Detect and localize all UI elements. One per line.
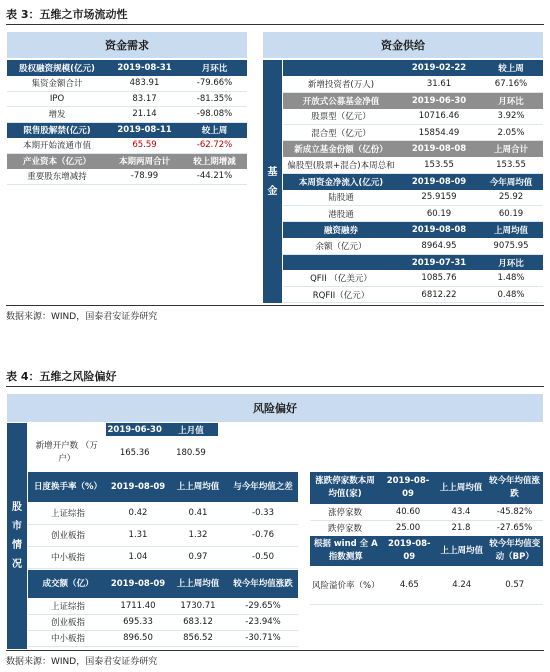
supply-cell: 153.55 [479, 157, 543, 173]
limit-cell: -45.82% [486, 504, 543, 520]
supply-cell: 新增投资者(万人) [283, 76, 399, 92]
limit-cell: 25.00 [380, 520, 436, 536]
premium-cell: 0.57 [486, 566, 543, 604]
supply-cell: 60.19 [479, 206, 543, 222]
supply-cell: RQFII（亿元） [283, 287, 399, 303]
new-account-date: 2019-06-30 [107, 424, 162, 435]
turnover-cell: -0.33 [228, 502, 298, 524]
demand-cell: 65.59 [107, 138, 182, 154]
supply-cell: 67.16% [479, 76, 543, 92]
demand-header: 资金需求 [7, 32, 247, 58]
supply-cell: 上周合计 [479, 141, 543, 157]
market-label-char: 股 [12, 502, 22, 513]
supply-cell: 月环比 [479, 92, 543, 108]
volume-cell: 1730.71 [168, 598, 228, 614]
demand-cell: 限售股解禁(亿元) [7, 122, 107, 138]
supply-cell: 15854.49 [399, 125, 479, 141]
turnover-cell: 1.04 [108, 546, 168, 568]
supply-cell: 1085.76 [399, 270, 479, 286]
premium-header-cell: 2019-08-09 [382, 536, 437, 566]
turnover-header-cell: 日度换手率（%） [28, 472, 108, 502]
turnover-row [28, 524, 298, 546]
fund-side-label [263, 60, 282, 303]
supply-row [283, 125, 543, 141]
demand-cell: 集资金额合计 [7, 76, 107, 92]
turnover-row [28, 502, 298, 524]
premium-cell: 4.65 [382, 566, 437, 604]
demand-row [7, 107, 247, 123]
table3-source: 数据来源：WIND，国泰君安证券研究 [6, 312, 158, 322]
demand-row [7, 91, 247, 107]
premium-cell: 风险溢价率（%） [310, 566, 382, 604]
supply-cell: 10716.46 [399, 109, 479, 125]
supply-row [283, 173, 543, 189]
volume-cell: 683.12 [168, 614, 228, 630]
demand-cell: 增发 [7, 107, 107, 123]
limit-cell: 21.8 [436, 520, 486, 536]
supply-row [283, 287, 543, 303]
demand-row [7, 76, 247, 92]
supply-row [283, 92, 543, 108]
turnover-cell: 创业板指 [28, 524, 108, 546]
volume-cell: 695.33 [108, 614, 168, 630]
turnover-cell: 1.31 [108, 524, 168, 546]
supply-cell: QFII （亿美元） [283, 270, 399, 286]
turnover-cell: 0.97 [168, 546, 228, 568]
demand-cell: -81.35% [182, 91, 247, 107]
market-label-char: 市 [12, 521, 22, 532]
demand-row [7, 138, 247, 154]
volume-cell: -29.65% [228, 598, 298, 614]
demand-cell: 月环比 [182, 60, 247, 76]
demand-cell: 83.17 [107, 91, 182, 107]
market-side-label [7, 423, 27, 649]
supply-cell: 新成立基金份额（亿份） [283, 141, 399, 157]
supply-cell: 6812.22 [399, 287, 479, 303]
turnover-cell: 中小板指 [28, 546, 108, 568]
fund-label-char: 金 [267, 185, 278, 197]
supply-cell: 余额（亿元） [283, 238, 399, 254]
premium-table [310, 536, 543, 605]
supply-cell: 2019-06-30 [399, 92, 479, 108]
supply-cell: 153.55 [399, 157, 479, 173]
demand-table [7, 60, 247, 185]
table4-bottom-rule [6, 650, 544, 651]
limit-cell: 跌停家数 [310, 520, 380, 536]
demand-cell: 2019-08-31 [107, 60, 182, 76]
supply-cell: 25.92 [479, 190, 543, 206]
supply-row [283, 60, 543, 76]
volume-cell: 1711.40 [108, 598, 168, 614]
supply-row [283, 238, 543, 254]
supply-cell: 0.48% [479, 287, 543, 303]
table3-top-rule [6, 24, 544, 25]
supply-cell: 25.9159 [399, 190, 479, 206]
new-account-value: 165.36 [119, 448, 150, 458]
volume-cell: -30.71% [228, 630, 298, 646]
volume-cell: 896.50 [108, 630, 168, 646]
premium-header-row [310, 536, 543, 566]
turnover-header-cell: 上上周均值 [168, 472, 228, 502]
demand-cell: 21.14 [107, 107, 182, 123]
risk-header: 风险偏好 [7, 394, 543, 422]
demand-row [7, 169, 247, 185]
premium-cell: 4.24 [437, 566, 486, 604]
turnover-cell: 1.32 [168, 524, 228, 546]
premium-row [310, 566, 543, 604]
turnover-header-row [28, 472, 298, 502]
limit-cell: 涨停家数 [310, 504, 380, 520]
table4-source: 数据来源：WIND，国泰君安证券研究 [6, 657, 158, 667]
supply-cell [283, 254, 399, 270]
supply-cell [283, 60, 399, 76]
demand-cell: -44.21% [182, 169, 247, 185]
supply-cell: 60.19 [399, 206, 479, 222]
supply-cell: 陆股通 [283, 190, 399, 206]
turnover-header-cell: 2019-08-09 [108, 472, 168, 502]
limit-cell: -27.65% [486, 520, 543, 536]
demand-cell: IPO [7, 91, 107, 107]
turnover-cell: 0.42 [108, 502, 168, 524]
limit-header-row [310, 472, 543, 504]
volume-cell: 创业板指 [28, 614, 108, 630]
volume-cell: 856.52 [168, 630, 228, 646]
market-label-char: 况 [12, 559, 22, 570]
demand-cell: -79.66% [182, 76, 247, 92]
supply-cell: 2.05% [479, 125, 543, 141]
supply-cell: 9075.95 [479, 238, 543, 254]
supply-cell: 2019-07-31 [399, 254, 479, 270]
limit-header-cell: 较今年均值涨跌 [486, 472, 543, 504]
market-label-char: 情 [12, 540, 22, 551]
supply-cell: 2019-08-08 [399, 141, 479, 157]
new-account-prev: 180.59 [176, 448, 206, 458]
volume-cell: 上证综指 [28, 598, 108, 614]
fund-label-char: 基 [267, 166, 278, 178]
table4-title: 表 4：五维之风险偏好 [6, 370, 117, 383]
supply-cell: 2019-08-08 [399, 222, 479, 238]
supply-row [283, 76, 543, 92]
demand-cell: 股权融资规模(亿元) [7, 60, 107, 76]
turnover-cell: -0.76 [228, 524, 298, 546]
supply-row [283, 190, 543, 206]
supply-cell: 股票型（亿元） [283, 109, 399, 125]
table3-title: 表 3：五维之市场流动性 [6, 8, 128, 21]
supply-cell: 1.48% [479, 270, 543, 286]
turnover-header-cell: 与今年均值之差 [228, 472, 298, 502]
volume-header-cell: 较今年均值涨跌 [228, 570, 298, 598]
demand-row [7, 122, 247, 138]
demand-cell: 较上周 [182, 122, 247, 138]
limit-header-cell: 2019-08-09 [380, 472, 436, 504]
supply-header: 资金供给 [263, 32, 543, 58]
turnover-table [28, 472, 298, 569]
turnover-row [28, 546, 298, 568]
volume-header-cell: 上上周均值 [168, 570, 228, 598]
supply-cell: 融资融券 [283, 222, 399, 238]
volume-cell: -23.94% [228, 614, 298, 630]
demand-row [7, 153, 247, 169]
demand-cell: 483.91 [107, 76, 182, 92]
demand-cell: -62.72% [182, 138, 247, 154]
new-account-prev-label: 上月值 [164, 423, 218, 436]
supply-cell: 8964.95 [399, 238, 479, 254]
demand-cell: 重要股东增减持 [7, 169, 107, 185]
volume-header-cell: 成交额（亿） [28, 570, 108, 598]
supply-cell: 2019-08-09 [399, 173, 479, 189]
supply-cell: 上周均值 [479, 222, 543, 238]
supply-cell: 今年周均值 [479, 173, 543, 189]
volume-header-cell: 2019-08-09 [108, 570, 168, 598]
supply-row [283, 206, 543, 222]
demand-cell: -98.08% [182, 107, 247, 123]
volume-cell: 中小板指 [28, 630, 108, 646]
supply-cell: 开放式公募基金净值 [283, 92, 399, 108]
supply-cell: 混合型（亿元） [283, 125, 399, 141]
supply-cell: 较上周 [479, 60, 543, 76]
supply-cell: 2019-02-22 [399, 60, 479, 76]
limit-header-cell: 涨跌停家数本周均值(家) [310, 472, 380, 504]
demand-cell: 2019-08-11 [107, 122, 182, 138]
limit-table [310, 472, 543, 537]
supply-row [283, 270, 543, 286]
premium-header-cell: 较今年均值变动（BP） [486, 536, 543, 566]
supply-cell: 偏股型(股票+混合)本周总和 [283, 157, 399, 173]
demand-cell: 本期两周合计 [107, 153, 182, 169]
supply-row [283, 109, 543, 125]
volume-row [28, 614, 298, 630]
supply-cell: 3.92% [479, 109, 543, 125]
turnover-cell: -0.50 [228, 546, 298, 568]
supply-row [283, 157, 543, 173]
supply-cell: 港股通 [283, 206, 399, 222]
supply-cell: 本周资金净流入(亿元) [283, 173, 399, 189]
supply-row [283, 141, 543, 157]
volume-row [28, 598, 298, 614]
volume-table [28, 570, 298, 647]
supply-table [283, 60, 543, 303]
demand-cell: 本期开始流通市值 [7, 138, 107, 154]
limit-header-cell: 上上周均值 [436, 472, 486, 504]
table4-top-rule [6, 386, 544, 387]
new-account-table [28, 423, 218, 470]
supply-row [283, 254, 543, 270]
volume-row [28, 630, 298, 646]
supply-cell: 31.61 [399, 76, 479, 92]
premium-header-cell: 上上周均值 [437, 536, 486, 566]
limit-cell: 43.4 [436, 504, 486, 520]
supply-cell: 月环比 [479, 254, 543, 270]
limit-row [310, 520, 543, 536]
demand-row [7, 60, 247, 76]
limit-cell: 40.60 [380, 504, 436, 520]
supply-row [283, 222, 543, 238]
limit-row [310, 504, 543, 520]
demand-cell: 产业资本（亿元） [7, 153, 107, 169]
turnover-cell: 0.41 [168, 502, 228, 524]
demand-cell: 较上期增减 [182, 153, 247, 169]
volume-header-row [28, 570, 298, 598]
turnover-cell: 上证综指 [28, 502, 108, 524]
table3-bottom-rule [6, 305, 544, 306]
new-account-label: 新增开户数 （万户） [35, 441, 98, 464]
premium-header-cell: 根据 wind 全 A 指数测算 [310, 536, 382, 566]
demand-cell: -78.99 [107, 169, 182, 185]
